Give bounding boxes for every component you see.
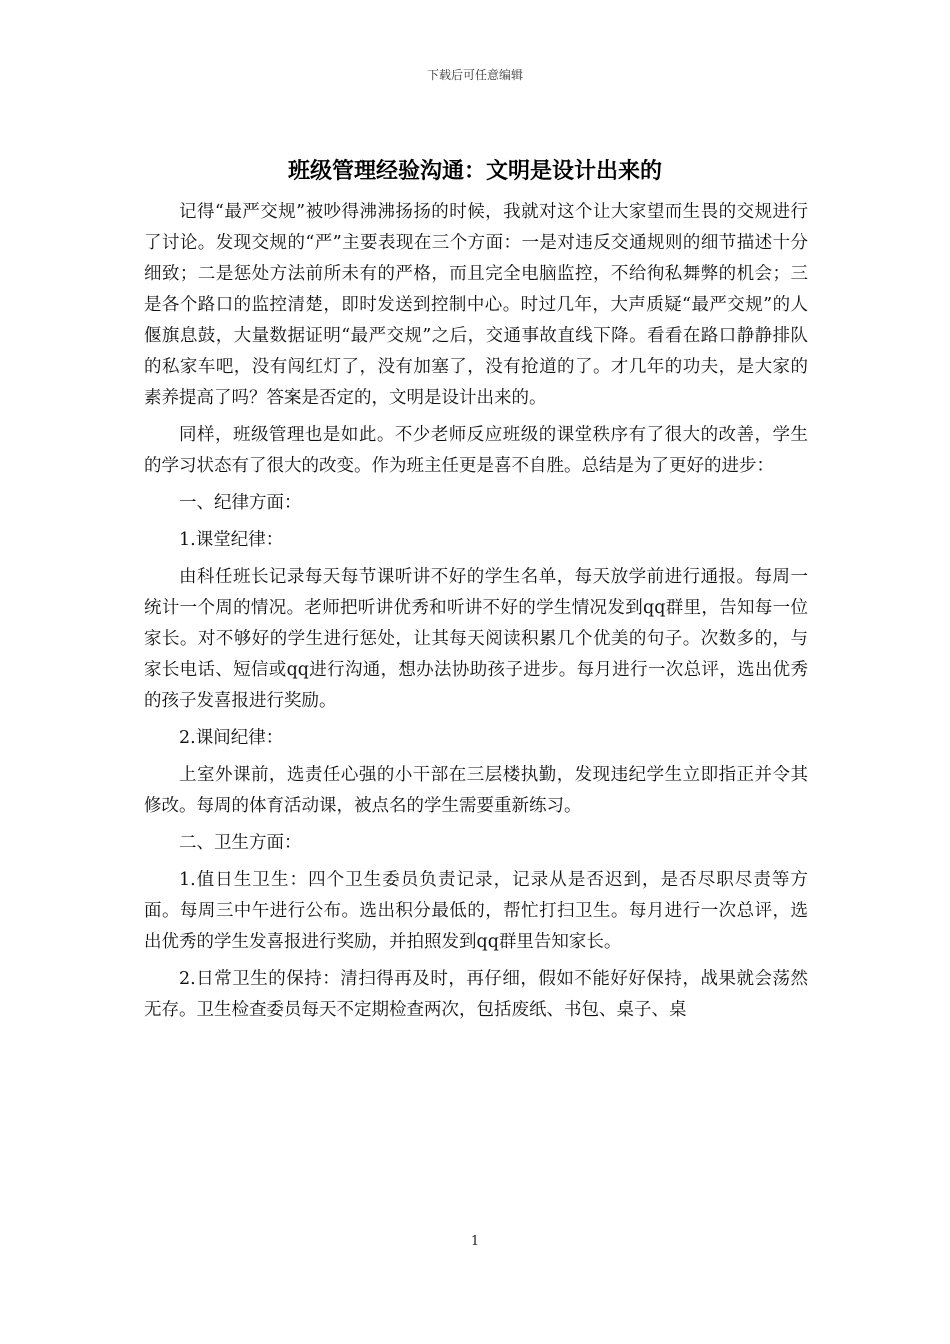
subheading-break-discipline: 2.课间纪律： bbox=[179, 728, 284, 748]
document-body bbox=[144, 197, 808, 1032]
section-heading-hygiene: 二、卫生方面： bbox=[179, 833, 302, 853]
section-heading-discipline: 一、纪律方面： bbox=[179, 493, 302, 513]
paragraph-duty-hygiene: 1.值日生卫生：四个卫生委员负责记录，记录从是否迟到，是否尽职尽责等方面。每周三中午进行公布。选出积分最低的，帮忙打扫卫生。每月进行一次总评，选出优秀的学生发喜报进行奖励，并拍照发到qq群里告知家长。 bbox=[144, 870, 808, 952]
document-title: 班级管理经验沟通：文明是设计出来的 bbox=[287, 159, 662, 184]
paragraph-break-discipline: 上室外课前，选责任心强的小干部在三层楼执勤，发现违纪学生立即指正并令其修改。每周的体育活动课，被点名的学生需要重新练习。 bbox=[144, 765, 808, 816]
paragraph-classroom-discipline: 由科任班长记录每天每节课听讲不好的学生名单，每天放学前进行通报。每周一统计一个周的情况。老师把听讲优秀和听讲不好的学生情况发到qq群里，告知每一位家长。对不够好的学生进行惩处，让其每天阅读积累几个优美的句子。次数多的，与家长电话、短信或qq进行沟通，想办法协助孩子进步。每月进行一次总评，选出优秀的孩子发喜报进行奖励。 bbox=[144, 567, 808, 711]
paragraph-daily-hygiene: 2.日常卫生的保持：清扫得再及时，再仔细，假如不能好好保持，战果就会荡然无存。卫生检查委员每天不定期检查两次，包括废纸、书包、桌子、桌 bbox=[144, 969, 808, 1020]
page-number: 1 bbox=[470, 1234, 480, 1249]
paragraph-summary: 同样，班级管理也是如此。不少老师反应班级的课堂秩序有了很大的改善，学生的学习状态有了很大的改变。作为班主任更是喜不自胜。总结是为了更好的进步： bbox=[144, 425, 808, 476]
header-note: 下载后可任意编辑 bbox=[426, 68, 523, 82]
paragraph-intro: 记得“最严交规”被吵得沸沸扬扬的时候，我就对这个让大家望而生畏的交规进行了讨论。发现交规的“严”主要表现在三个方面：一是对违反交通规则的细节描述十分细致；二是惩处方法前所未有的严格，而且完全电脑监控，不给徇私舞弊的机会；三是各个路口的监控清楚，即时发送到控制中心。时过几年，大声质疑“最严交规”的人偃旗息鼓，大量数据证明“最严交规”之后，交通事故直线下降。看看在路口静静排队的私家车吧，没有闯红灯了，没有加塞了，没有抢道的了。才几年的功夫，是大家的素养提高了吗？答案是否定的，文明是设计出来的。 bbox=[144, 202, 808, 408]
subheading-classroom-discipline: 1.课堂纪律： bbox=[179, 530, 284, 550]
